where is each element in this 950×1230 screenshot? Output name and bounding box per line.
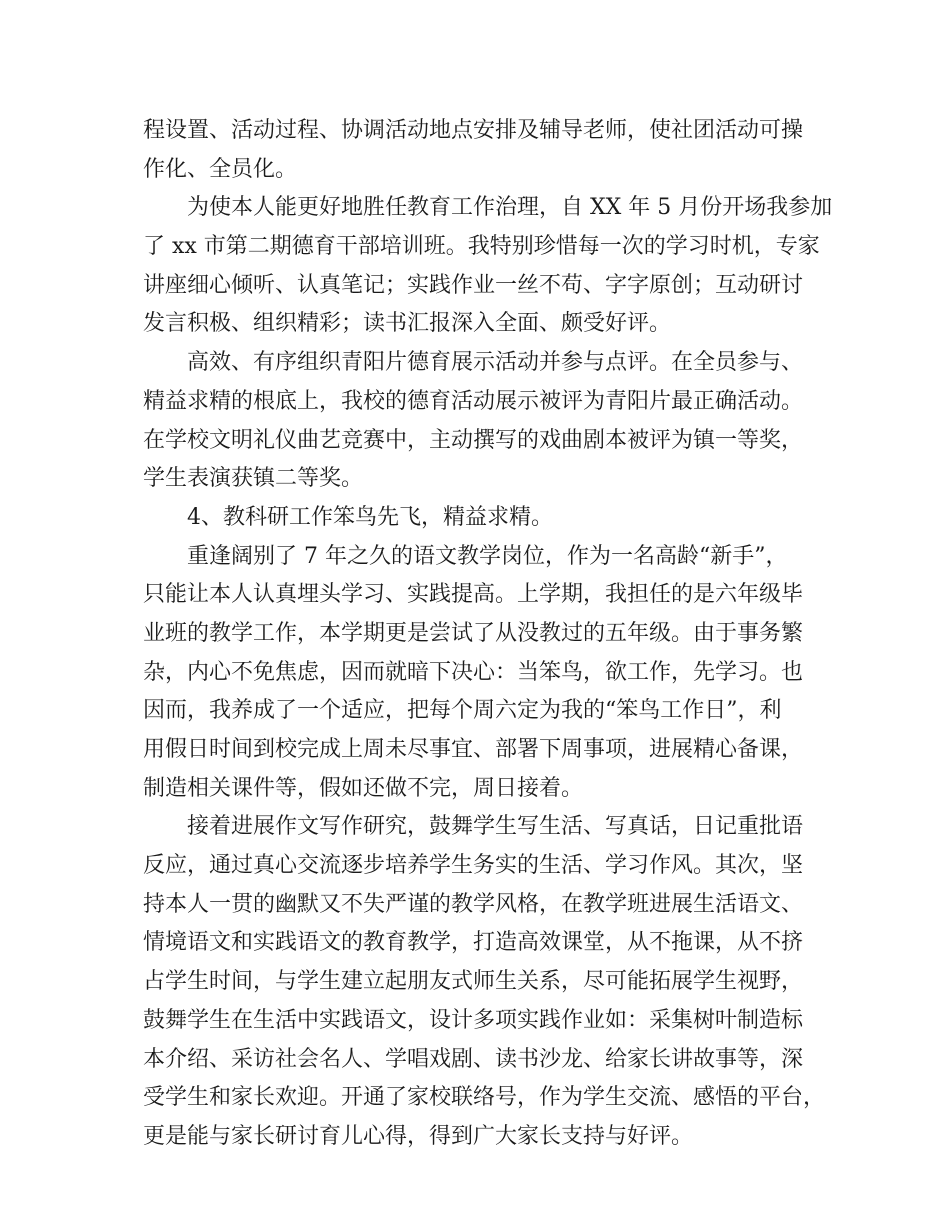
text-line: 精益求精的根底上，我校的德育活动展示被评为青阳片最正确活动。 bbox=[143, 388, 804, 414]
text-line: 了 xx 市第二期德育干部培训班。我特别珍惜每一次的学习时机，专家 bbox=[143, 234, 820, 260]
text-line: 本介绍、采访社会名人、学唱戏剧、读书沙龙、给家长讲故事等，深 bbox=[143, 1046, 804, 1072]
text-line: 更是能与家长研讨育儿心得，得到广大家长支持与好评。 bbox=[143, 1123, 694, 1149]
text-line: 发言积极、组织精彩；读书汇报深入全面、颇受好评。 bbox=[143, 311, 672, 337]
text-line: 占学生时间，与学生建立起朋友式师生关系，尽可能拓展学生视野， bbox=[143, 969, 804, 995]
paragraph-first-line: 重逢阔别了 7 年之久的语文教学岗位，作为一名高龄“新手”， bbox=[187, 543, 788, 569]
text-line: 作化、全员化。 bbox=[143, 156, 298, 182]
text-line: 持本人一贯的幽默又不失严谨的教学风格，在教学班进展生活语文、 bbox=[143, 891, 804, 917]
text-line: 受学生和家长欢迎。开通了家校联络号，作为学生交流、感悟的平台， bbox=[143, 1085, 826, 1111]
text-line: 情境语文和实践语文的教育教学，打造高效课堂，从不拖课，从不挤 bbox=[143, 930, 804, 956]
text-line: 程设置、活动过程、协调活动地点安排及辅导老师，使社团活动可操 bbox=[143, 118, 804, 143]
text-line: 反应，通过真心交流逐步培养学生务实的生活、学习作风。其次，坚 bbox=[143, 853, 804, 879]
paragraph-first-line: 4、教科研工作笨鸟先飞，精益求精。 bbox=[187, 504, 553, 530]
text-line: 用假日时间到校完成上周未尽事宜、部署下周事项，进展精心备课， bbox=[143, 737, 804, 762]
text-line: 业班的教学工作，本学期更是尝试了从没教过的五年级。由于事务繁 bbox=[143, 620, 804, 646]
paragraph-first-line: 为使本人能更好地胜任教育工作治理，自 XX 年 5 月份开场我参加 bbox=[187, 195, 833, 221]
paragraph-first-line: 接着进展作文写作研究，鼓舞学生写生活、写真话，日记重批语 bbox=[187, 814, 804, 840]
text-line: 鼓舞学生在生活中实践语文，设计多项实践作业如：采集树叶制造标 bbox=[143, 1007, 804, 1033]
document-body bbox=[143, 112, 833, 1157]
text-line: 因而，我养成了一个适应，把每个周六定为我的“笨鸟工作日”，利 bbox=[143, 698, 782, 724]
text-line: 学生表演获镇二等奖。 bbox=[143, 466, 364, 492]
text-line: 在学校文明礼仪曲艺竞赛中，主动撰写的戏曲剧本被评为镇一等奖， bbox=[143, 427, 804, 453]
text-line: 杂，内心不免焦虑，因而就暗下决心：当笨鸟，欲工作，先学习。也 bbox=[143, 659, 804, 685]
text-line: 制造相关课件等，假如还做不完，周日接着。 bbox=[143, 775, 584, 801]
text-line: 只能让本人认真埋头学习、实践提高。上学期，我担任的是六年级毕 bbox=[143, 582, 804, 608]
text-line: 讲座细心倾听、认真笔记；实践作业一丝不苟、字字原创；互动研讨 bbox=[143, 272, 804, 298]
paragraph-first-line: 高效、有序组织青阳片德育展示活动并参与点评。在全员参与、 bbox=[187, 350, 804, 376]
